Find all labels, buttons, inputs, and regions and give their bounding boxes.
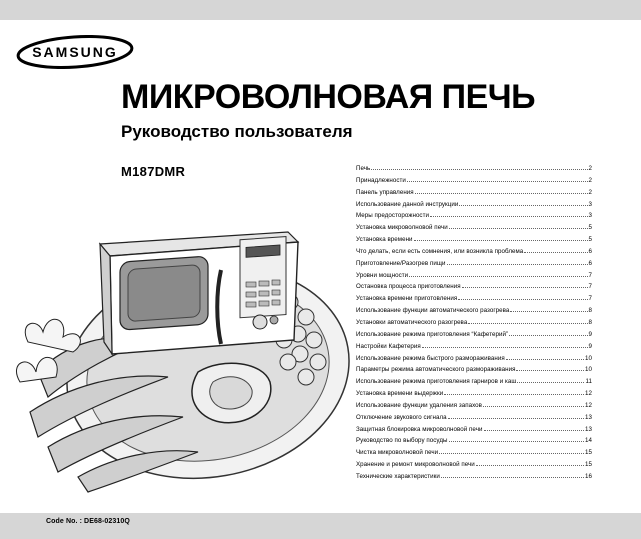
toc-item[interactable]: Панель управления 2: [356, 188, 592, 196]
toc-item[interactable]: Установки автоматического разогрева 8: [356, 318, 592, 326]
toc-item[interactable]: Меры предосторожности 3: [356, 212, 592, 220]
toc-item[interactable]: Использование данной инструкции 3: [356, 200, 592, 208]
toc-item[interactable]: Технические характеристики 16: [356, 472, 592, 480]
toc-item[interactable]: Использование режима приготовления “Кафетерий” 9: [356, 330, 592, 338]
page-title: МИКРОВОЛНОВАЯ ПЕЧЬ: [121, 78, 536, 116]
toc-item[interactable]: Хранение и ремонт микроволновой печи 15: [356, 461, 592, 469]
samsung-logo: [16, 35, 134, 69]
toc-item[interactable]: Чистка микроволновой печи 15: [356, 449, 592, 457]
toc-item[interactable]: Печь 2: [356, 165, 592, 172]
toc-item[interactable]: Что делать, если есть сомнения, или возникла проблема 6: [356, 247, 592, 255]
toc-item[interactable]: Использование функции автоматического разогрева 8: [356, 307, 592, 315]
toc-item[interactable]: Настройки Кафетерия 9: [356, 342, 592, 350]
top-bar: [0, 0, 641, 20]
footer-bar: [0, 513, 641, 539]
toc-item[interactable]: Приготовление/Разогрев пищи 6: [356, 259, 592, 267]
toc-item[interactable]: Установка времени выдержки 12: [356, 390, 592, 398]
toc-item[interactable]: Установка времени 5: [356, 236, 592, 244]
document-code: Code No. : DE68-02310Q: [46, 518, 130, 525]
toc-item[interactable]: Параметры режима автоматического размораживания 10: [356, 366, 592, 374]
toc-item[interactable]: Руководство по выбору посуды 14: [356, 437, 592, 445]
toc-item[interactable]: Принадлежности 2: [356, 176, 592, 184]
toc-item[interactable]: Установка микроволновой печи 5: [356, 224, 592, 232]
toc-item[interactable]: Остановка процесса приготовления 7: [356, 283, 592, 291]
toc-item[interactable]: Использование режима быстрого размораживания 10: [356, 354, 592, 362]
svg-text:SAMSUNG: SAMSUNG: [32, 44, 118, 60]
toc-item[interactable]: Уровни мощности 7: [356, 271, 592, 279]
microwave-illustration: [8, 222, 353, 502]
toc-item[interactable]: Установка времени приготовления 7: [356, 295, 592, 303]
table-of-contents: [356, 163, 592, 483]
toc-item[interactable]: Защитная блокировка микроволновой печи 13: [356, 425, 592, 433]
toc-item[interactable]: Использование функции удаления запахов 12: [356, 401, 592, 409]
page-subtitle: Руководство пользователя: [121, 122, 353, 141]
model-number: M187DMR: [121, 164, 186, 179]
toc-item[interactable]: Использование режима приготовления гарниров и каш 11: [356, 378, 592, 386]
toc-item[interactable]: Отключение звукового сигнала 13: [356, 413, 592, 421]
